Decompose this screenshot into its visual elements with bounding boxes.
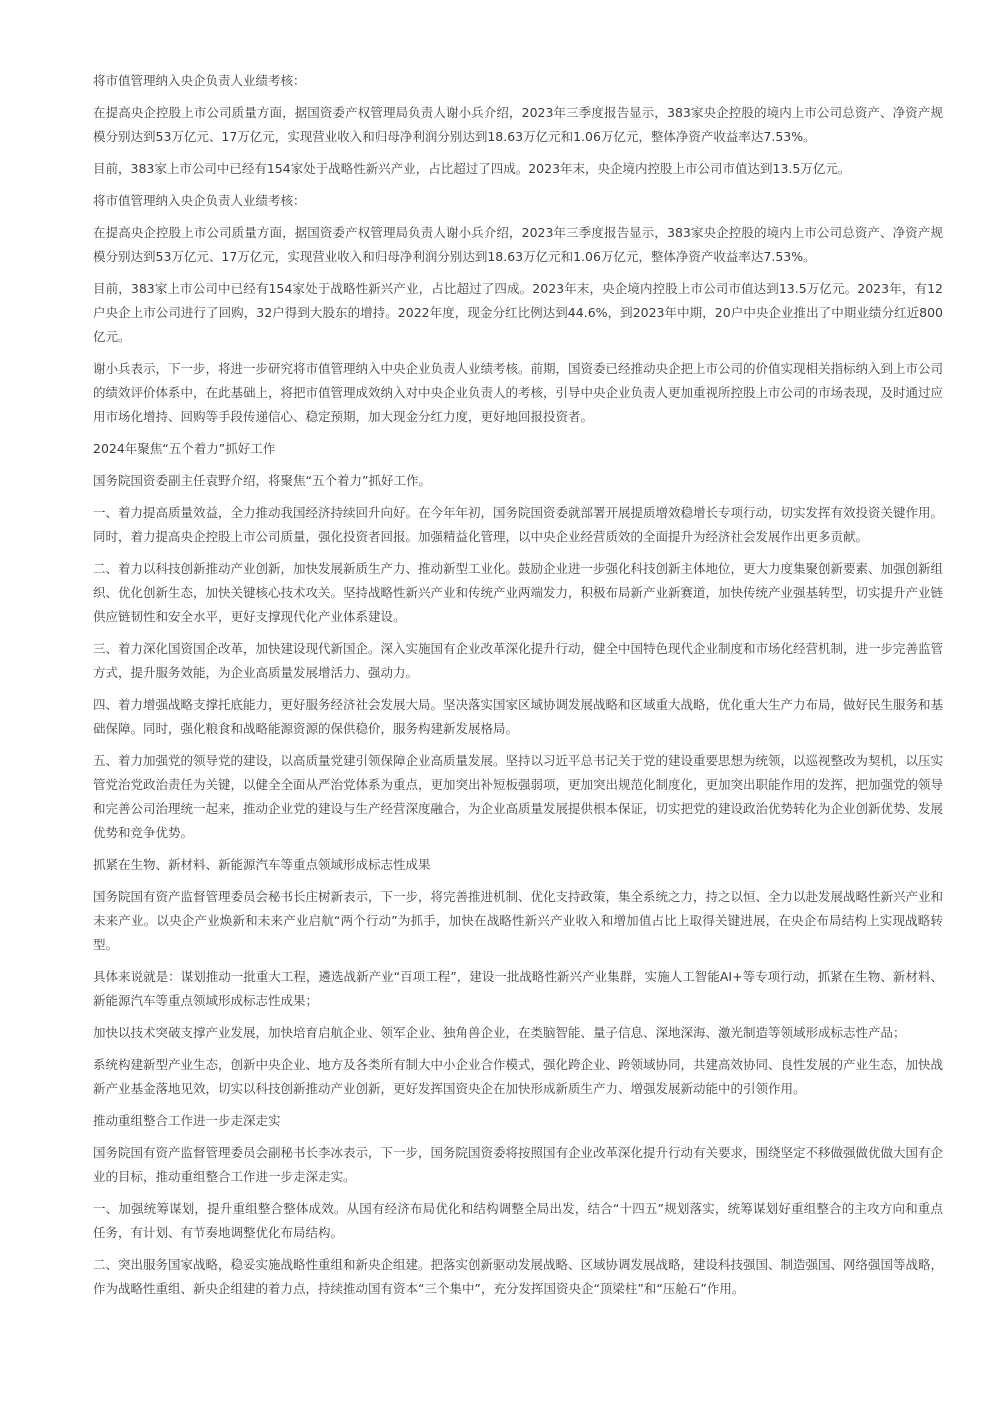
paragraph: 目前，383家上市公司中已经有154家处于战略性新兴产业，占比超过了四成。2023年末，央企境内控股上市公司市值达到13.5万亿元。 [93,161,851,176]
section-heading: 抓紧在生物、新材料、新能源汽车等重点领域形成标志性成果 [93,857,431,872]
paragraph: 五、着力加强党的领导党的建设，以高质量党建引领保障企业高质量发展。坚持以习近平总书记关于党的建设重要思想为统领，以巡视整改为契机，以压实管党治党政治责任为关键，以健全全面从严治党体系为重点，更加突出补短板强弱项，更加突出规范化制度化，更加突出职能作用的发挥，把加强党的领导和完善公司治理统一起来，推动企业党的建设与生产经营深度融合，为企业高质量发展提供根本保证，切实把党的建设政治优势转化为企业创新优势、发展优势和竞争优势。 [93,753,944,840]
paragraph: 加快以技术突破支撑产业发展，加快培育启航企业、领军企业、独角兽企业，在类脑智能、量子信息、深地深海、激光制造等领域形成标志性产品； [93,1025,906,1040]
paragraph: 具体来说就是：谋划推动一批重大工程，遴选战新产业“百项工程”，建设一批战略性新兴产业集群，实施人工智能AI+等专项行动，抓紧在生物、新材料、新能源汽车等重点领域形成标志性成果； [93,969,943,1008]
section-heading: 推动重组整合工作进一步走深走实 [93,1113,281,1128]
paragraph: 国务院国资委副主任袁野介绍，将聚焦“五个着力”抓好工作。 [93,473,431,488]
paragraph: 谢小兵表示，下一步，将进一步研究将市值管理纳入中央企业负责人业绩考核。前期，国资委已经推动央企把上市公司的价值实现相关指标纳入到上市公司的绩效评价体系中，在此基础上，将把市值管理成效纳入对中央企业负责人的考核，引导中央企业负责人更加重视所控股上市公司的市场表现，及时通过应用市场化增持、回购等手段传递信心、稳定预期，加大现金分红力度，更好地回报投资者。 [93,361,944,424]
paragraph: 国务院国有资产监督管理委员会秘书长庄树新表示，下一步，将完善推进机制、优化支持政策，集全系统之力，持之以恒、全力以赴发展战略性新兴产业和未来产业。以央企产业焕新和未来产业启航“两个行动”为抓手，加快在战略性新兴产业收入和增加值占比上取得关键进展，在央企布局结构上实现战略转型。 [93,889,944,952]
section-heading: 2024年聚焦“五个着力”抓好工作 [93,441,276,456]
paragraph: 将市值管理纳入央企负责人业绩考核： [93,73,306,88]
paragraph: 系统构建新型产业生态，创新中央企业、地方及各类所有制大中小企业合作模式，强化跨企业、跨领域协同，共建高效协同、良性发展的产业生态，加快战新产业基金落地见效，切实以科技创新推动产业创新，更好发挥国资央企在加快形成新质生产力、增强发展新动能中的引领作用。 [93,1057,944,1096]
paragraph: 在提高央企控股上市公司质量方面，据国资委产权管理局负责人谢小兵介绍，2023年三季度报告显示，383家央企控股的境内上市公司总资产、净资产规模分别达到53万亿元、17万亿元，实现营业收入和归母净利润分别达到18.63万亿元和1.06万亿元，整体净资产收益率达7.53%。 [93,105,943,144]
paragraph: 二、着力以科技创新推动产业创新，加快发展新质生产力、推动新型工业化。鼓励企业进一步强化科技创新主体地位，更大力度集聚创新要素、加强创新组织、优化创新生态，加快关键核心技术攻关。坚持战略性新兴产业和传统产业两端发力，积极布局新产业新赛道，加快传统产业强基转型，切实提升产业链供应链韧性和安全水平，更好支撑现代化产业体系建设。 [93,561,944,624]
paragraph: 一、着力提高质量效益，全力推动我国经济持续回升向好。在今年年初，国务院国资委就部署开展提质增效稳增长专项行动，切实发挥有效投资关键作用。同时，着力提高央企控股上市公司质量，强化投资者回报。加强精益化管理，以中央企业经营质效的全面提升为经济社会发展作出更多贡献。 [93,505,944,544]
paragraph: 四、着力增强战略支撑托底能力，更好服务经济社会发展大局。坚决落实国家区域协调发展战略和区域重大战略，优化重大生产力布局，做好民生服务和基础保障。同时，强化粮食和战略能源资源的保供稳价，服务构建新发展格局。 [93,697,944,736]
paragraph: 国务院国有资产监督管理委员会副秘书长李冰表示，下一步，国务院国资委将按照国有企业改革深化提升行动有关要求，围绕坚定不移做强做优做大国有企业的目标，推动重组整合工作进一步走深走实。 [93,1145,944,1184]
paragraph: 三、着力深化国资国企改革，加快建设现代新国企。深入实施国有企业改革深化提升行动，健全中国特色现代企业制度和市场化经营机制，进一步完善监管方式，提升服务效能，为企业高质量发展增活力、强动力。 [93,641,944,680]
paragraph: 一、加强统筹谋划，提升重组整合整体成效。从国有经济布局优化和结构调整全局出发，结合“十四五”规划落实，统筹谋划好重组整合的主攻方向和重点任务，有计划、有节奏地调整优化布局结构。 [93,1201,943,1240]
paragraph: 二、突出服务国家战略，稳妥实施战略性重组和新央企组建。把落实创新驱动发展战略、区域协调发展战略，建设科技强国、制造强国、网络强国等战略，作为战略性重组、新央企组建的着力点，持续推动国有资本“三个集中”，充分发挥国资央企“顶梁柱”和“压舱石”作用。 [93,1257,944,1296]
paragraph: 将市值管理纳入央企负责人业绩考核： [93,193,306,208]
paragraph: 目前，383家上市公司中已经有154家处于战略性新兴产业，占比超过了四成。2023年末，央企境内控股上市公司市值达到13.5万亿元。2023年，有12户央企上市公司进行了回购，32户得到大股东的增持。2022年度，现金分红比例达到44.6%，到2023年中期，20户中央企业推出了中期业绩分红近800亿元。 [93,281,943,344]
paragraph: 在提高央企控股上市公司质量方面，据国资委产权管理局负责人谢小兵介绍，2023年三季度报告显示，383家央企控股的境内上市公司总资产、净资产规模分别达到53万亿元、17万亿元，实现营业收入和归母净利润分别达到18.63万亿元和1.06万亿元，整体净资产收益率达7.53%。 [93,225,943,264]
document-page [93,69,943,1309]
